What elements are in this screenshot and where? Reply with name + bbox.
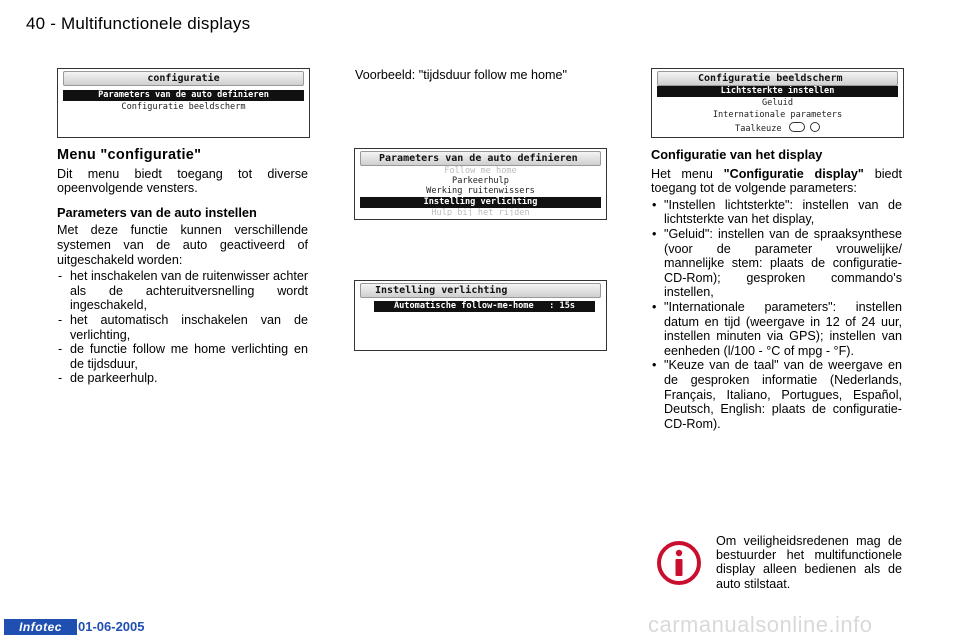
intro-paragraph: Dit menu biedt toegang tot diverse opeenvolgende vensters. xyxy=(57,166,308,196)
list-item: • "Geluid": instellen van de spraaksynthese (voor de parameter vrouwelijke/ mannelijke stem: plaats de configuratie-CD-Rom); gesproken commando's instellen, xyxy=(651,227,902,300)
watermark: carmanualsonline.info xyxy=(648,612,873,637)
footer-date: 01-06-2005 xyxy=(78,619,145,634)
lcd-row: Lichtsterkte instellen xyxy=(657,86,898,97)
intro-menu-name: "Configuratie display" xyxy=(723,166,864,181)
left-column xyxy=(57,148,308,386)
lcd-row: Internationale parameters xyxy=(712,110,843,120)
safety-note: Om veiligheidsredenen mag de bestuurder het multifunctionele display alleen bedienen als de auto stilstaat. xyxy=(716,534,902,591)
intro-prefix: Het menu xyxy=(651,166,724,181)
lcd-row: Werking ruitenwissers xyxy=(426,186,535,196)
speech-icon xyxy=(810,122,820,132)
function-list xyxy=(57,269,308,386)
lcd-row: Instelling verlichting xyxy=(360,197,601,208)
lcd-screen-parameters xyxy=(354,148,607,220)
list-item: • "Keuze van de taal" van de weergave en de gesproken informatie (Nederlands, Français, Italiano, Portugues, Español, Deutsch, English: plaats de configuratie-CD-Rom). xyxy=(651,358,902,431)
info-icon xyxy=(656,540,702,586)
lcd-screen-configuratie xyxy=(57,68,310,138)
lcd-title: Instelling verlichting xyxy=(360,283,601,298)
lcd-title: Parameters van de auto definieren xyxy=(360,151,601,166)
body-paragraph: Met deze functie kunnen verschillende systemen van de auto geactiveerd of uitgeschakeld worden: xyxy=(57,223,308,267)
lcd-row: Configuratie beeldscherm xyxy=(121,102,246,112)
intro-paragraph xyxy=(651,167,902,196)
lcd-screen-beeldscherm xyxy=(651,68,904,138)
lcd-title: configuratie xyxy=(63,71,304,86)
subheading: Parameters van de auto instellen xyxy=(57,204,257,220)
intro-suffix: biedt toegang tot de volgende parameters: xyxy=(651,166,902,196)
language-flag-icon xyxy=(789,122,805,132)
lcd-title: Configuratie beeldscherm xyxy=(657,71,898,86)
lcd-row-label: Taalkeuze xyxy=(735,124,782,133)
lcd-row: Automatische follow-me-home : 15s xyxy=(374,301,595,312)
lcd-row: Follow me home xyxy=(444,166,517,176)
lcd-row xyxy=(657,122,898,133)
list-item: • "Instellen lichtsterkte": instellen van de lichtsterkte van het display, xyxy=(651,198,902,227)
example-caption: Voorbeeld: "tijdsduur follow me home" xyxy=(355,68,567,82)
lcd-row: Hulp bij het rijden xyxy=(431,208,530,216)
lcd-row: Parameters van de auto definieren xyxy=(63,90,304,101)
section-heading: Configuratie van het display xyxy=(651,147,823,162)
page-title: 40 - Multifunctionele displays xyxy=(26,14,251,33)
lcd-row: Parkeerhulp xyxy=(452,176,509,186)
parameter-list xyxy=(651,198,902,432)
lcd-row: Geluid xyxy=(761,98,794,108)
list-item: • "Internationale parameters": instellen datum en tijd (weergave in 12 of 24 uur, instellen minuten via GPS); instellen van eenheden (l/100 - °C of mpg - °F). xyxy=(651,300,902,358)
infotec-badge: Infotec xyxy=(4,619,77,635)
list-item: - de functie follow me home verlichting en de tijdsduur, xyxy=(57,342,308,371)
menu-heading: Menu "configuratie" xyxy=(57,147,202,163)
list-item: - het inschakelen van de ruitenwisser achter als de achteruitversnelling wordt ingeschakeld, xyxy=(57,269,308,313)
right-column xyxy=(651,148,902,431)
lcd-screen-verlichting xyxy=(354,280,607,351)
list-item: - het automatisch inschakelen van de verlichting, xyxy=(57,313,308,342)
list-item: - de parkeerhulp. xyxy=(57,371,308,386)
